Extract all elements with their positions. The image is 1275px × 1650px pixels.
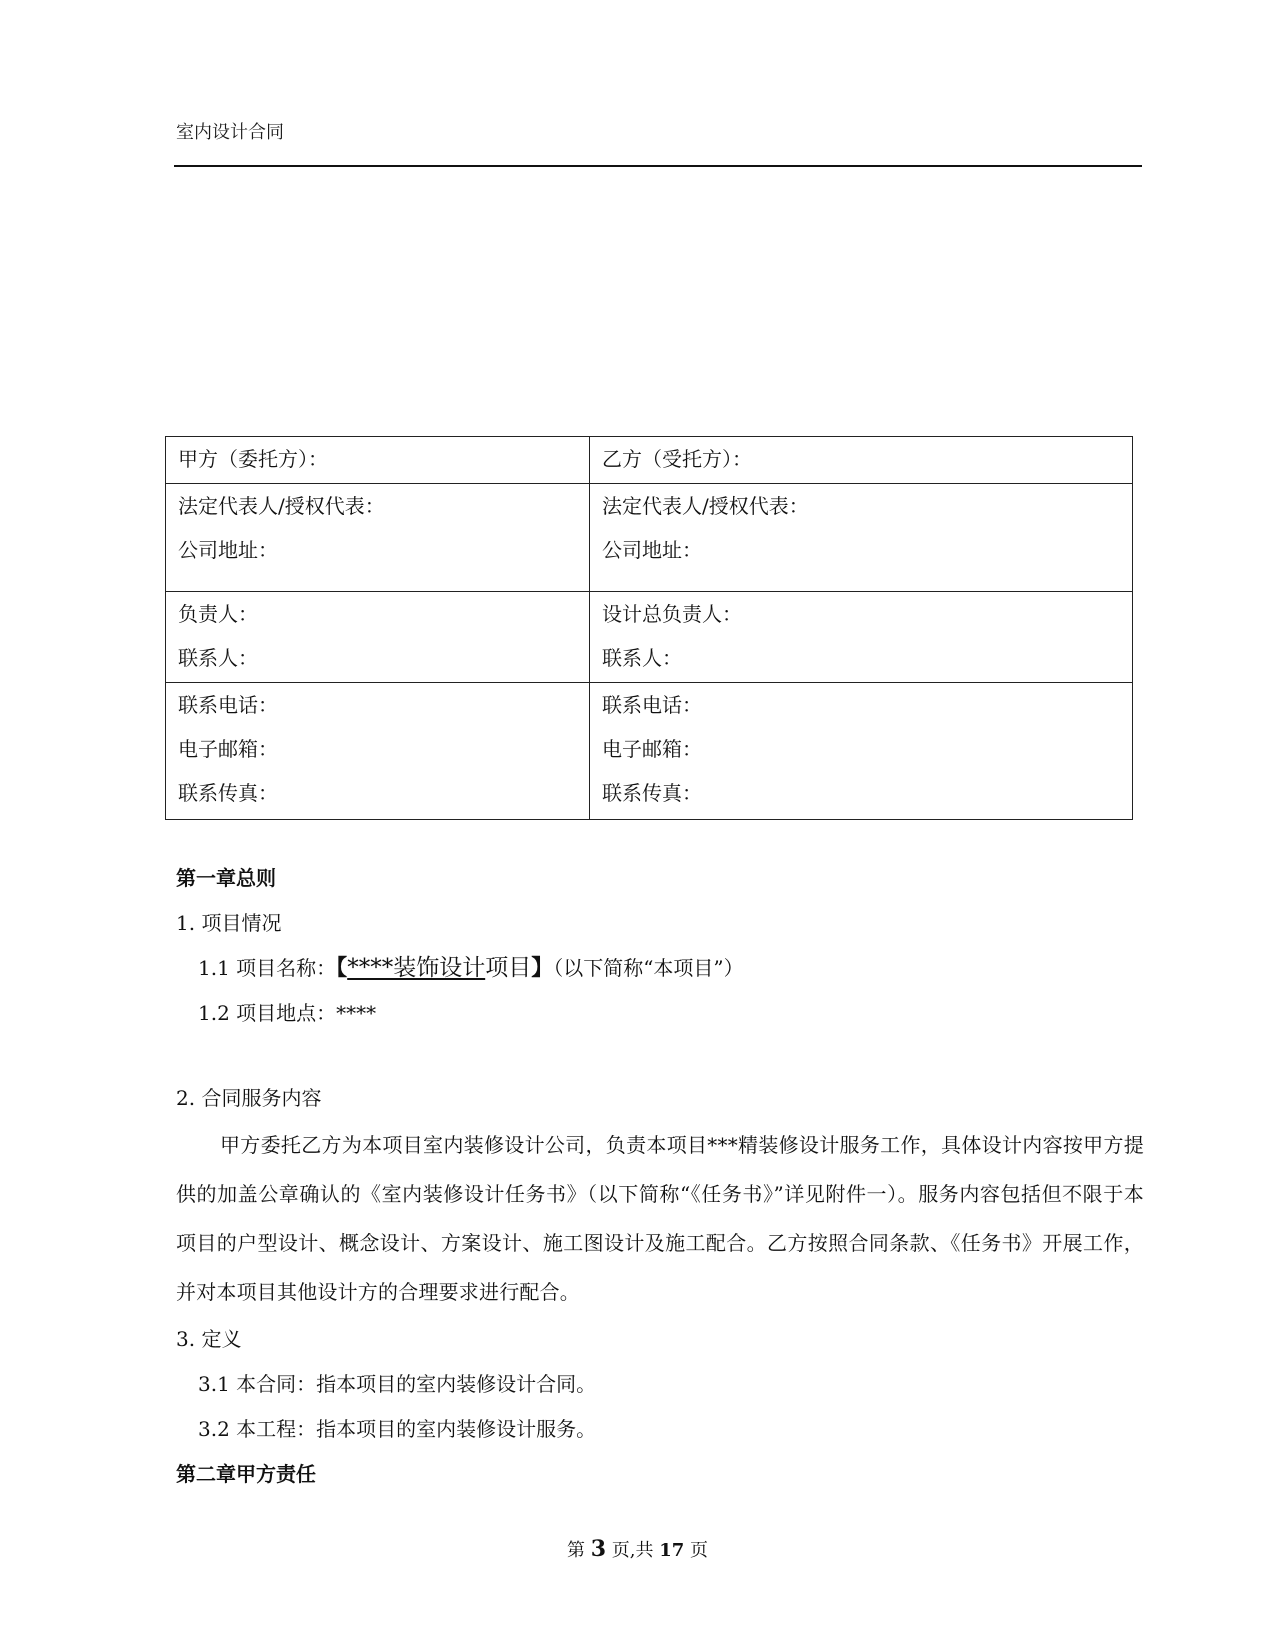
party-a-phone-label: 联系电话： [178,693,278,717]
party-b-phone-label: 联系电话： [602,693,702,717]
table-cell [590,484,1133,592]
section-3-heading: 3. 定义 [176,1327,242,1351]
party-b-fax-label: 联系传真： [602,781,702,805]
chapter-2-title: 第二章甲方责任 [176,1462,316,1486]
party-a-email-label: 电子邮箱： [178,737,278,761]
party-a-responsible-label: 负责人： [178,602,258,626]
footer-prefix: 第 [566,1540,591,1561]
project-name-rest: 项目 [485,955,532,981]
table-cell-party-b [590,437,1133,484]
table-row [166,484,1133,592]
party-a-label: 甲方（委托方）： [178,447,328,471]
section-1-heading: 1. 项目情况 [176,911,282,935]
chapter-1-title: 第一章总则 [176,866,276,890]
party-b-email-label: 电子邮箱： [602,737,702,761]
table-cell [590,683,1133,820]
party-a-representative-label: 法定代表人/授权代表： [178,494,385,518]
table-cell [166,484,590,592]
party-info-table [165,436,1133,820]
current-page-number: 3 [590,1536,607,1562]
table-cell-party-a [166,437,590,484]
table-row [166,683,1133,820]
document-header-title: 室内设计合同 [176,122,284,143]
project-name-label: 1.1 项目名称： [198,956,337,980]
total-pages-number: 17 [659,1540,685,1561]
page-footer [0,1536,1275,1562]
header-divider [174,165,1142,167]
project-name-note: （以下简称“本项目”） [553,956,744,980]
party-a-contact-label: 联系人： [178,646,258,670]
table-row [166,592,1133,683]
definition-contract: 3.1 本合同：指本项目的室内装修设计合同。 [198,1372,597,1396]
party-b-label: 乙方（受托方）： [602,447,752,471]
table-cell [166,592,590,683]
party-b-contact-label: 联系人： [602,646,682,670]
footer-middle: 页,共 [606,1540,660,1561]
footer-suffix: 页 [684,1540,708,1561]
party-b-design-lead-label: 设计总负责人： [602,602,742,626]
section-2-heading: 2. 合同服务内容 [176,1086,322,1110]
service-content-paragraph: 甲方委托乙方为本项目室内装修设计公司，负责本项目***精装修设计服务工作，具体设计内容按甲方提供的加盖公章确认的《室内装修设计任务书》（以下简称“《任务书》”详见附件一）。服务内容包括但不限于本项目的户型设计、概念设计、方案设计、施工图设计及施工配合。乙方按照合同条款、《任务书》开展工作，并对本项目其他设计方的合理要求进行配合。 [176,1133,1144,1304]
party-a-fax-label: 联系传真： [178,781,278,805]
project-name-line [176,946,1144,991]
definition-project-work: 3.2 本工程：指本项目的室内装修设计服务。 [198,1417,597,1441]
table-row [166,437,1133,484]
table-cell [590,592,1133,683]
contract-body [176,856,1144,1497]
bracket-close: 】 [531,955,554,981]
table-cell [166,683,590,820]
project-name-value [347,955,531,981]
project-name-underlined: ****装饰设计 [347,955,486,981]
project-location-line: 1.2 项目地点：**** [198,1001,377,1025]
bracket-open: 【 [336,955,348,981]
party-b-representative-label: 法定代表人/授权代表： [602,494,809,518]
party-b-address-label: 公司地址： [602,538,702,562]
party-a-address-label: 公司地址： [178,538,278,562]
